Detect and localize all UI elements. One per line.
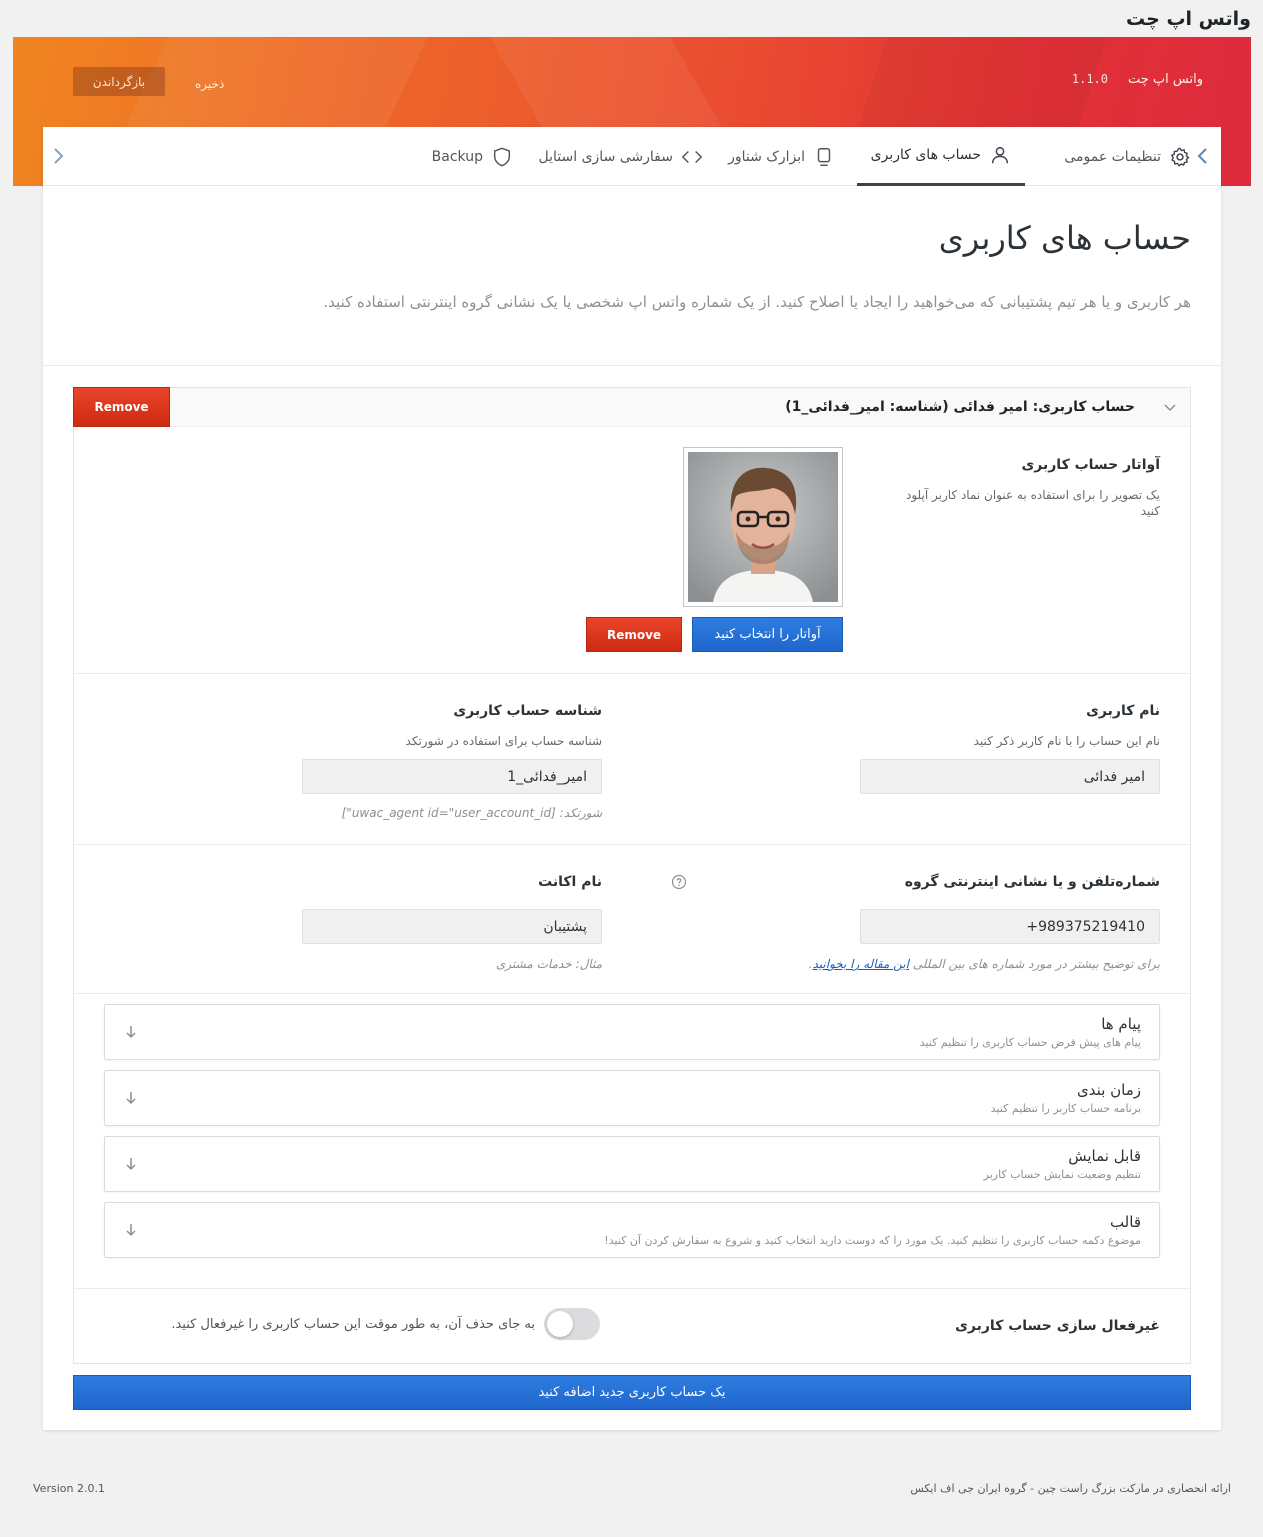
section-title: حساب های کاربری — [938, 219, 1191, 257]
shield-icon — [491, 146, 513, 168]
schedule-description: برنامه حساب کاربر را تنظیم کنید — [990, 1102, 1141, 1115]
username-label: نام کاربری — [1086, 703, 1160, 719]
account-name-field[interactable] — [302, 909, 602, 944]
user-icon — [989, 144, 1011, 166]
plugin-brand — [1072, 72, 1203, 87]
plugin-version: 1.1.0 — [1071, 72, 1108, 86]
reset-button[interactable]: بازگرداندن — [73, 67, 165, 96]
arrow-down-icon — [123, 1090, 139, 1106]
tab-accounts[interactable] — [857, 127, 1025, 186]
shortcode-hint: شورتکد: [uwac_agent id="user_account_id"] — [341, 806, 602, 820]
template-section[interactable] — [104, 1202, 1160, 1258]
remove-avatar-button[interactable]: Remove — [586, 617, 682, 652]
arrow-down-icon — [123, 1156, 139, 1172]
username-field[interactable] — [860, 759, 1160, 794]
divider — [74, 1288, 1190, 1289]
account-id-description: شناسه حساب برای استفاده در شورتکد — [405, 734, 602, 748]
visibility-section[interactable] — [104, 1136, 1160, 1192]
tab-general-label: تنظیمات عمومی — [1064, 148, 1161, 165]
tab-floating-widget[interactable] — [714, 127, 849, 186]
disable-account-label: غیرفعال سازی حساب کاربری — [955, 1318, 1160, 1334]
schedule-title: زمان بندی — [1077, 1081, 1141, 1099]
template-description: موضوع دکمه حساب کاربری را تنظیم کنید. یک مورد را که دوست دارید انتخاب کنید و شروع به سفارش کردن آن کنید! — [604, 1234, 1141, 1247]
messages-title: پیام ها — [1101, 1015, 1141, 1033]
account-id-field[interactable] — [302, 759, 602, 794]
account-panel — [73, 387, 1191, 1364]
tab-bar — [43, 127, 1221, 186]
phone-hint — [809, 957, 1160, 971]
avatar-label: آواتار حساب کاربری — [1021, 457, 1160, 473]
account-name-hint: مثال: خدمات مشتری — [496, 957, 602, 971]
template-title: قالب — [1109, 1213, 1141, 1231]
divider — [74, 844, 1190, 845]
username-description: نام این حساب را با نام کاربر ذکر کنید — [973, 734, 1160, 748]
arrow-down-icon — [123, 1222, 139, 1238]
messages-section[interactable] — [104, 1004, 1160, 1060]
divider — [43, 365, 1221, 366]
footer-credit: ارائه انحصاری در مارکت بزرگ راست چین - گروه ایران جی اف ایکس — [910, 1482, 1231, 1495]
tab-backup[interactable] — [418, 127, 527, 186]
messages-description: پیام های پیش فرض حساب کاربری را تنظیم کنید — [919, 1036, 1141, 1049]
avatar-image — [688, 452, 838, 602]
section-description: هر کاربری و یا هر تیم پشتیبانی که می‌خواهید را ایجاد یا اصلاح کنید. از یک شماره واتس اپ شخصی یا یک نشانی گروه اینترنتی استفاده کنید. — [323, 293, 1191, 311]
read-article-link[interactable]: این مقاله را بخوانید — [812, 957, 909, 971]
help-icon[interactable] — [671, 874, 687, 890]
visibility-title: قابل نمایش — [1068, 1147, 1141, 1165]
disable-account-toggle[interactable] — [544, 1308, 600, 1340]
account-name-label: نام اکانت — [538, 874, 602, 890]
avatar-description: یک تصویر را برای استفاده به عنوان نماد کاربر آپلود کنید — [906, 488, 1160, 518]
disable-account-description: به جای حذف آن، به طور موقت این حساب کاربری را غیرفعال کنید. — [171, 1317, 535, 1332]
divider — [74, 993, 1190, 994]
tab-style-customization-label: سفارشی سازی استایل — [538, 148, 673, 165]
tab-style-customization[interactable] — [525, 127, 717, 186]
code-icon — [681, 146, 703, 168]
schedule-section[interactable] — [104, 1070, 1160, 1126]
chevron-right-icon[interactable] — [46, 144, 70, 168]
phone-hint-end: . — [808, 957, 813, 971]
phone-hint-text: برای توضیح بیشتر در مورد شماره های بین المللی — [908, 957, 1160, 971]
remove-account-button[interactable]: Remove — [73, 387, 170, 427]
widget-icon — [813, 146, 835, 168]
account-header-title: حساب کاربری: امیر فدائی (شناسه: امیر_فدائی_1) — [785, 399, 1135, 415]
tab-backup-label: Backup — [431, 148, 483, 165]
arrow-down-icon — [123, 1024, 139, 1040]
chevron-down-icon[interactable] — [1162, 399, 1178, 415]
add-account-button[interactable]: یک حساب کاربری جدید اضافه کنید — [73, 1375, 1191, 1410]
settings-card — [43, 127, 1221, 1430]
toggle-knob — [547, 1311, 573, 1337]
footer-version: Version 2.0.1 — [33, 1482, 105, 1495]
avatar — [683, 447, 843, 607]
choose-avatar-button[interactable]: آواتار را انتخاب کنید — [692, 617, 843, 652]
save-button[interactable]: ذخیره — [181, 71, 238, 97]
phone-label: شماره‌تلفن و یا نشانی اینترنتی گروه — [904, 874, 1160, 890]
plugin-name: واتس اپ چت — [1128, 72, 1203, 87]
account-id-label: شناسه حساب کاربری — [453, 703, 602, 719]
tab-general[interactable] — [1050, 127, 1205, 186]
visibility-description: تنظیم وضعیت نمایش حساب کاربر — [983, 1168, 1141, 1181]
divider — [74, 673, 1190, 674]
page-heading: واتس اپ چت — [1126, 8, 1251, 30]
account-header[interactable] — [74, 388, 1190, 427]
tab-accounts-label: حساب های کاربری — [870, 147, 981, 163]
tab-floating-widget-label: ابزارک شناور — [728, 148, 805, 165]
gear-icon — [1169, 146, 1191, 168]
phone-field[interactable] — [860, 909, 1160, 944]
